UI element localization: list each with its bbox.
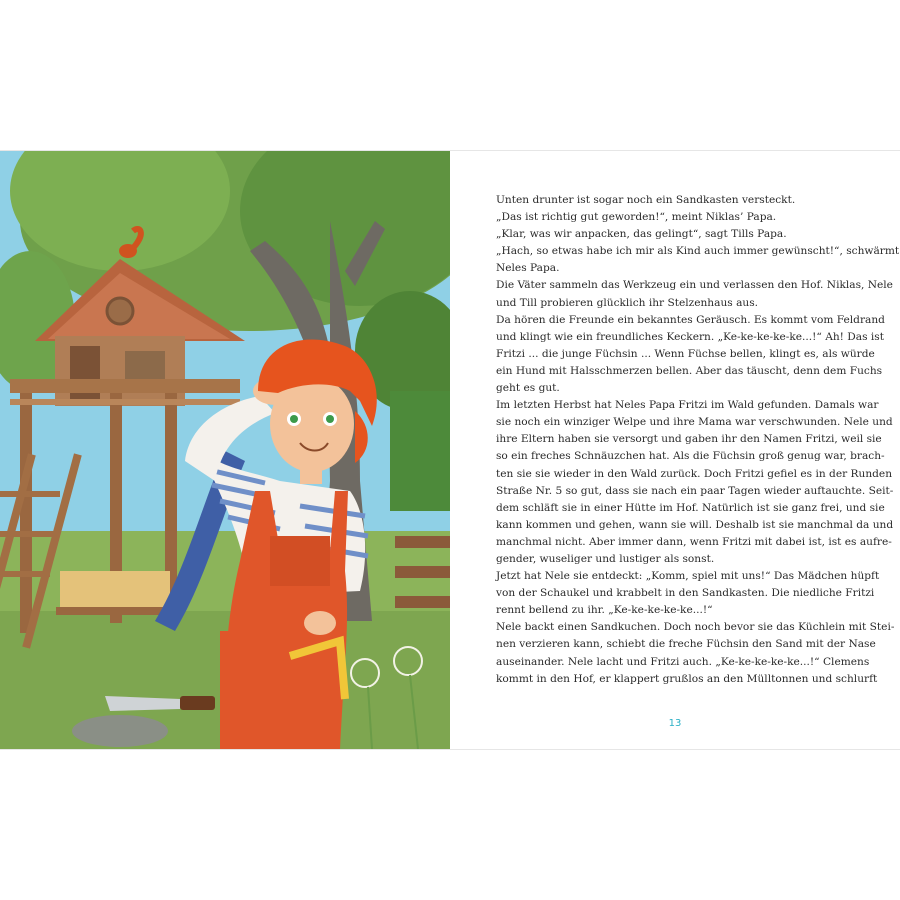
text-line: Neles Papa. xyxy=(496,262,560,275)
text-line: manchmal nicht. Aber immer dann, wenn Fritzi mit dabei ist, ist es aufre- xyxy=(496,535,892,548)
text-line: ihre Eltern haben sie versorgt und gaben ihr den Namen Fritzi, weil sie xyxy=(496,433,882,446)
text-line: „Das ist richtig gut geworden!“, meint Niklas’ Papa. xyxy=(496,211,777,224)
text-line: von der Schaukel und krabbelt in den Sandkasten. Die niedliche Fritzi xyxy=(496,587,875,600)
text-line: Fritzi ... die junge Füchsin ... Wenn Füchse bellen, klingt es, als würde xyxy=(496,347,875,360)
text-line: nen verzieren kann, schiebt die freche Füchsin den Sand mit der Nase xyxy=(496,638,876,651)
text-line: dem schläft sie in einer Hütte im Hof. Natürlich ist sie ganz frei, und sie xyxy=(496,501,885,514)
text-line: „Hach, so etwas habe ich mir als Kind auch immer gewünscht!“, schwärmt xyxy=(496,245,900,258)
text-line: Straße Nr. 5 so gut, dass sie nach ein paar Tagen wieder auftauchte. Seit- xyxy=(496,484,894,497)
text-line: Jetzt hat Nele sie entdeckt: „Komm, spiel mit uns!“ Das Mädchen hüpft xyxy=(496,570,880,583)
text-line: kann kommen und gehen, wann sie will. Deshalb ist sie manchmal da und xyxy=(496,518,894,531)
text-line: und Till probieren glücklich ihr Stelzenhaus aus. xyxy=(496,296,759,309)
page-number: 13 xyxy=(668,718,682,729)
text-line: „Klar, was wir anpacken, das gelingt“, sagt Tills Papa. xyxy=(496,228,787,241)
text-line: Nele backt einen Sandkuchen. Doch noch bevor sie das Küchlein mit Stei- xyxy=(496,621,895,634)
text-line: auseinander. Nele lacht und Fritzi auch. „Ke-ke-ke-ke-ke...!“ Clemens xyxy=(496,655,870,668)
text-line: geht es gut. xyxy=(496,382,560,395)
text-page xyxy=(450,151,900,749)
text-line: rennt bellend zu ihr. „Ke-ke-ke-ke-ke...!“ xyxy=(496,604,713,617)
text-line: gender, wuseliger und lustiger als sonst. xyxy=(496,552,715,565)
children-book-illustration xyxy=(0,151,450,749)
text-line: ein Hund mit Halsschmerzen bellen. Aber das täuscht, denn dem Fuchs xyxy=(496,364,883,377)
text-line: ten sie sie wieder in den Wald zurück. Doch Fritzi gefiel es in der Runden xyxy=(496,467,893,480)
book-spread xyxy=(0,150,900,750)
text-line: und klingt wie ein freundliches Keckern. „Ke-ke-ke-ke-ke...!“ Ah! Das ist xyxy=(496,330,884,343)
text-line: Da hören die Freunde ein bekanntes Geräusch. Es kommt vom Feldrand xyxy=(496,313,885,326)
text-line: Im letzten Herbst hat Neles Papa Fritzi im Wald gefunden. Damals war xyxy=(496,399,879,412)
text-line: Unten drunter ist sogar noch ein Sandkasten versteckt. xyxy=(496,194,796,206)
story-text xyxy=(496,192,900,688)
text-line: so ein freches Schnäuzchen hat. Als die Füchsin groß genug war, brach- xyxy=(496,450,885,463)
text-line: sie noch ein winziger Welpe und ihre Mama war verschwunden. Nele und xyxy=(496,416,893,429)
text-line: kommt in den Hof, er klappert grußlos an den Mülltonnen und schlurft xyxy=(496,672,878,685)
text-line: Die Väter sammeln das Werkzeug ein und verlassen den Hof. Niklas, Nele xyxy=(496,279,893,292)
